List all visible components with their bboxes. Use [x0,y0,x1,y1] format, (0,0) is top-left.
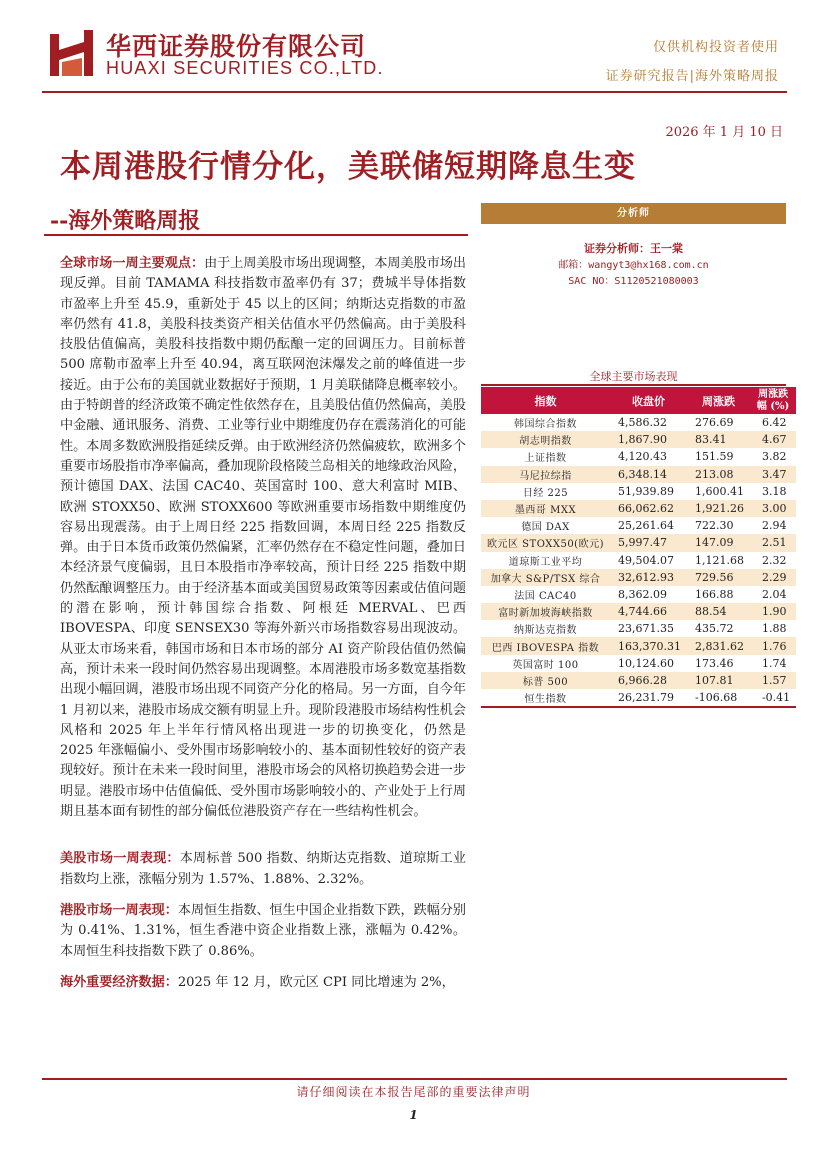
cell-close: 4,744.66 [610,603,687,620]
paragraph-global-view [60,254,466,822]
report-type-tag: 证券研究报告|海外策略周报 [605,69,779,84]
cell-close: 66,062.62 [610,500,687,517]
table-row [481,655,796,672]
cell-name: 日经 225 [481,483,610,500]
cell-pct: 2.29 [750,569,796,586]
cell-pct: 3.18 [750,483,796,500]
cell-name: 巴西 IBOVESPA 指数 [481,637,610,654]
text-us-market: 本周标普 500 指数、纳斯达克指数、道琼斯工业指数均上涨，涨幅分别为 1.57%、1.88%、2.32%。 [60,851,467,887]
column-header-index: 指数 [481,387,610,414]
table-row [481,603,796,620]
cell-pct: 2.32 [750,552,796,569]
company-name-en: HUAXI SECURITIES CO.,LTD. [106,58,384,78]
table-row [481,689,796,707]
cell-name: 英国富时 100 [481,655,610,672]
header-divider [42,91,787,93]
cell-chg: 83.41 [687,431,750,448]
cell-pct: 1.57 [750,672,796,689]
text-hk-market: 本周恒生指数、恒生中国企业指数下跌，跌幅分别为 0.41%、1.31%，恒生香港中资企业指数上涨，涨幅为 0.42%。本周恒生科技指数下跌了 0.86%。 [60,902,467,959]
cell-close: 8,362.09 [610,586,687,603]
cell-close: 32,612.93 [610,569,687,586]
table-row [481,552,796,569]
cell-chg: -106.68 [687,689,750,707]
table-row [481,637,796,654]
report-body [60,254,466,1004]
cell-name: 德国 DAX [481,517,610,534]
cell-close: 6,966.28 [610,672,687,689]
cell-name: 富时新加坡海峡指数 [481,603,610,620]
market-table-caption: 全球主要市场表现 [589,370,678,383]
cell-pct: 1.76 [750,637,796,654]
cell-name: 标普 500 [481,672,610,689]
table-row [481,448,796,465]
cell-name: 加拿大 S&P/TSX 综合 [481,569,610,586]
cell-chg: 729.56 [687,569,750,586]
cell-name: 欧元区 STOXX50(欧元) [481,534,610,551]
cell-pct: 6.42 [750,414,796,431]
table-row [481,483,796,500]
market-table-body [481,414,796,707]
table-row [481,586,796,603]
paragraph-us-market [60,849,466,890]
cell-close: 163,370.31 [610,637,687,654]
cell-chg: 107.81 [687,672,750,689]
cell-pct: 2.51 [750,534,796,551]
cell-pct: 1.88 [750,620,796,637]
cell-chg: 147.09 [687,534,750,551]
cell-close: 5,997.47 [610,534,687,551]
market-table-top-rule [481,384,786,386]
cell-close: 1,867.90 [610,431,687,448]
cell-name: 墨西哥 MXX [481,500,610,517]
cell-chg: 2,831.62 [687,637,750,654]
cell-close: 4,586.32 [610,414,687,431]
table-row [481,569,796,586]
cell-name: 道琼斯工业平均 [481,552,610,569]
column-header-change-pct: 周涨跌幅 (%) [750,387,796,414]
cell-name: 上证指数 [481,448,610,465]
cell-chg: 151.59 [687,448,750,465]
cell-pct: 3.82 [750,448,796,465]
cell-name: 韩国综合指数 [481,414,610,431]
cell-pct: 4.67 [750,431,796,448]
table-row [481,500,796,517]
footer-divider [42,1078,787,1080]
cell-pct: -0.41 [750,689,796,707]
cell-chg: 1,121.68 [687,552,750,569]
table-header-row [481,387,796,414]
report-date: 2026 年 1 月 10 日 [665,125,783,140]
label-econ-data: 海外重要经济数据： [60,974,178,990]
analyst-sac-number: SAC NO：S1120521080003 [568,276,699,287]
table-row [481,431,796,448]
cell-chg: 1,921.26 [687,500,750,517]
cell-chg: 173.46 [687,655,750,672]
cell-name: 恒生指数 [481,689,610,707]
cell-pct: 3.00 [750,500,796,517]
column-header-change: 周涨跌 [687,387,750,414]
page-number: 1 [409,1108,418,1122]
cell-name: 纳斯达克指数 [481,620,610,637]
report-title: 本周港股行情分化，美联储短期降息生变 [60,149,636,185]
market-table [481,387,796,708]
cell-pct: 1.74 [750,655,796,672]
cell-chg: 166.88 [687,586,750,603]
analyst-name: 证券分析师：王一棠 [584,242,683,255]
cell-chg: 1,600.41 [687,483,750,500]
report-subtitle: --海外策略周报 [50,208,201,234]
cell-chg: 722.30 [687,517,750,534]
cell-close: 23,671.35 [610,620,687,637]
cell-name: 马尼拉综指 [481,466,610,483]
table-row [481,517,796,534]
cell-chg: 276.69 [687,414,750,431]
label-us-market: 美股市场一周表现： [60,851,180,867]
legal-notice: 请仔细阅读在本报告尾部的重要法律声明 [296,1085,531,1099]
company-name-cn: 华西证券股份有限公司 [106,32,367,61]
text-global-view: 由于上周美股市场出现调整，本周美股市场出现反弹。目前 TAMAMA 科技指数市盈率仍有 37；费城半导体指数市盈率上升至 45.9，重新处于 45 以上的区间；纳斯达克指数的市盈率仍然有 41.8，美股科技类资产相关估值水平仍然偏高。由于美股科技股估值偏高，美股科技指数中期仍酝酿一定的回调压力。目前标普 500 席勒市盈率上升至 40.94，离互联网泡沫爆发之前的峰值进一步接近。由于公布的美国就业数据好于预期，1 月美联储降息概率较小。由于特朗普的经济政策不确定性依然存在，且美股估值仍然偏高，美股中金融、通讯服务、消费、工业等行业中期维度仍存在震荡消化的可能性。本周多数欧洲股指延续反弹。由于欧洲经济仍然偏疲软，欧洲多个重要市场股指市净率偏高，叠加现阶段格陵兰岛相关的地缘政治风险，预计德国 DAX、法国 CAC40、英国富时 100、意大利富时 MIB、欧洲 STOXX50、欧洲 STOXX600 等欧洲重要市场指数中期维度仍容易出现震荡。由于上周日经 225 指数回调，本周日经 225 指数反弹。由于日本货币政策仍然偏紧，汇率仍然存在不稳定性问题，叠加日本经济景气度偏弱，且日本股指市净率较高，预计日经 225 指数中期仍然酝酿调整压力。由于经济基本面或美国贸易政策等因素或估值问题的潜在影响，预计韩国综合指数、阿根廷 MERVAL、巴西 IBOVESPA、印度 SENSEX30 等海外新兴市场指数容易出现波动。从亚太市场来看，韩国市场和日本市场的部分 AI 资产阶段估值仍然偏高，预计未来一段时间仍然容易出现调整。本周港股市场多数宽基指数出现小幅回调，港股市场出现不同资产分化的格局。另一方面，自今年 1 月初以来，港股市场成交额有明显上升。现阶段港股市场结构性机会风格和 2025 年上半年行情风格出现进一步的切换变化，仍然是 2025 年涨幅偏小、受外围市场影响较小的、基本面韧性较好的资产表现较好。预计在未来一段时间里，港股市场会的风格切换趋势会进一步明显。港股市场中估值偏低、受外围市场影响较小的、产业处于上行周期且基本面有韧性的部分偏低位港股资产存在一些结构性机会。 [60,256,467,820]
cell-close: 51,939.89 [610,483,687,500]
paragraph-econ-data [60,973,466,993]
cell-chg: 88.54 [687,603,750,620]
cell-pct: 3.47 [750,466,796,483]
cell-pct: 1.90 [750,603,796,620]
table-row [481,620,796,637]
cell-close: 6,348.14 [610,466,687,483]
cell-name: 法国 CAC40 [481,586,610,603]
cell-chg: 213.08 [687,466,750,483]
table-row [481,414,796,431]
cell-close: 25,261.64 [610,517,687,534]
cell-pct: 2.94 [750,517,796,534]
cell-close: 26,231.79 [610,689,687,707]
subtitle-divider [44,234,468,236]
analyst-header: 分析师 [481,203,786,224]
table-row [481,534,796,551]
cell-close: 4,120.43 [610,448,687,465]
cell-close: 10,124.60 [610,655,687,672]
table-row [481,672,796,689]
paragraph-hk-market [60,901,466,962]
cell-chg: 435.72 [687,620,750,637]
label-hk-market: 港股市场一周表现： [60,902,178,918]
company-logo-icon [48,28,96,78]
audience-tag: 仅供机构投资者使用 [652,40,779,55]
table-row [481,466,796,483]
text-econ-data: 2025 年 12 月，欧元区 CPI 同比增速为 2%， [177,974,455,990]
cell-pct: 2.04 [750,586,796,603]
cell-name: 胡志明指数 [481,431,610,448]
column-header-close: 收盘价 [610,387,687,414]
cell-close: 49,504.07 [610,552,687,569]
label-global-view: 全球市场一周主要观点： [60,256,205,271]
analyst-email: 邮箱：wangyt3@hx168.com.cn [558,260,709,271]
